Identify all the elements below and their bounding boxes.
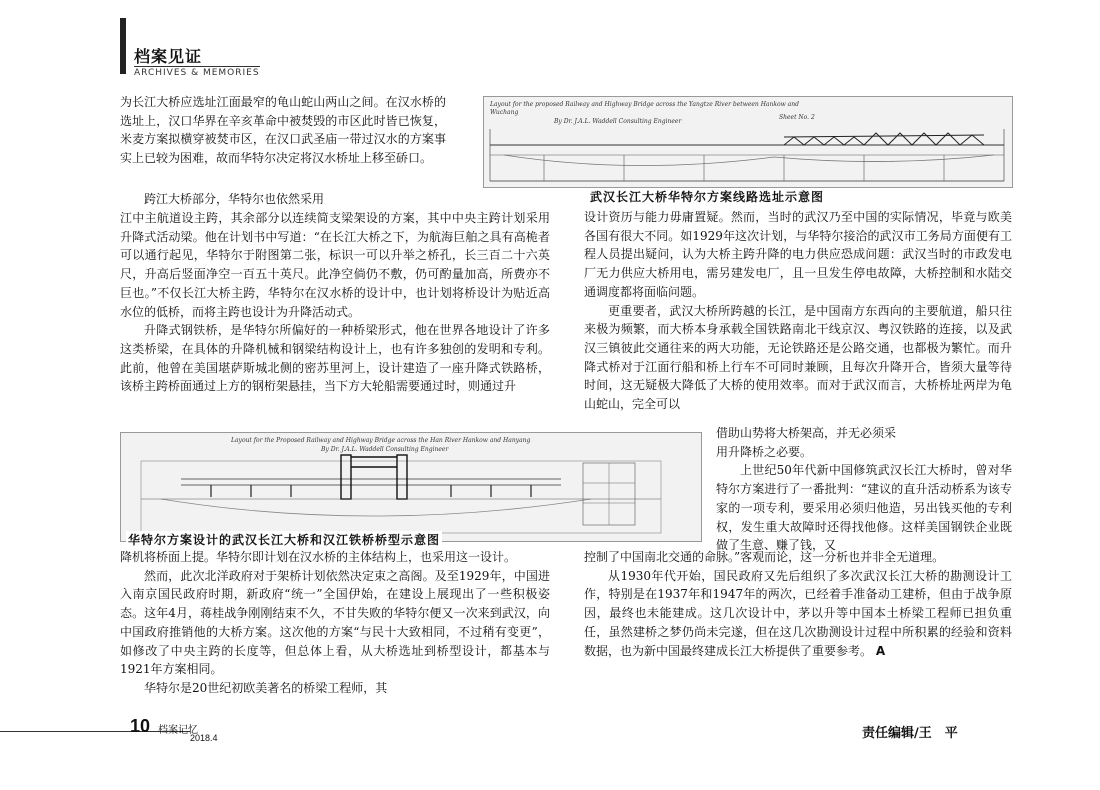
paragraph: 为长江大桥应选址江面最窄的龟山蛇山两山之间。在汉水桥的选址上，汉口华界在辛亥革命中被焚毁的市区此时皆已恢复，米麦方案拟横穿被焚市区，在汉口武圣庙一带过汉水的方案事实上已较为困难，故而华特尔决定将汉水桥址上移至硚口。	[120, 95, 446, 166]
col1-bottom-text	[120, 548, 550, 698]
figure-caption: 武汉长江大桥华特尔方案线路选址示意图	[590, 190, 825, 204]
figure-bridge-route	[483, 96, 1013, 188]
magazine-name: 档案记忆	[158, 725, 198, 736]
paragraph: 控制了中国南北交通的命脉。”客观而论，这一分析也并非全无道理。	[584, 550, 945, 564]
col2-top-text	[584, 208, 1012, 414]
figure-heading: Layout for the proposed Railway and Highway Bridge across the Yangtze River between Hankow and Wuchang	[490, 101, 799, 116]
paragraph: 然而，此次北洋政府对于架桥计划依然决定束之高阁。及至1929年，中国进入南京国民政府时期，新政府“统一”全国伊始，在建设上展现出了一些积极姿态。这年4月，蒋桂战争刚刚结束不久，不甘失败的华特尔便又一次来到武汉，向中国政府推销他的大桥方案。这次他的方案“与民十大致相同，不过稍有变更”，如修改了中央主跨的长度等，但总体上看，从大桥选址到桥型设计，都基本与1921年方案相同。	[120, 568, 550, 677]
figure-sheet-label: Sheet No. 2	[779, 114, 815, 121]
paragraph: 跨江大桥部分，华特尔也依然采用	[144, 192, 325, 206]
text-line: 用升降桥之必要。	[716, 444, 813, 459]
col2-bottom-text	[584, 548, 1012, 660]
figure-subheading: By Dr. J.A.L. Waddell Consulting Engineer	[321, 446, 449, 453]
issue-number: 2018.4	[190, 733, 218, 743]
paragraph: 设计资历与能力毋庸置疑。然而，当时的武汉乃至中国的实际情况，毕竟与欧美各国有很大不同。如1929年这次计划，与华特尔接洽的武汉市工务局方面便有工程人员提出疑问，认为大桥主跨升降的电力供应恐成问题：武汉当时的市政发电厂无力供应大桥用电，需另建发电厂，且一旦发生停电故障，大桥控制和水陆交通调度都将面临问题。	[584, 210, 1012, 299]
section-title: 档案见证	[134, 47, 203, 66]
section-subtitle-en: ARCHIVES & MEMORIES	[134, 68, 260, 78]
col1-top-text	[120, 93, 446, 168]
responsible-editor: 责任编辑/王 平	[862, 726, 958, 741]
paragraph: 更重要者，武汉大桥所跨越的长江，是中国南方东西向的主要航道，船只往来极为频繁，而大桥本身承载全国铁路南北干线京汉、粤汉铁路的连接，以及武汉三镇彼此交通往来的两大功能，无论铁路还是公路交通，也都极为繁忙。而升降式桥对于江面行船和桥上行车不可同时兼顾，且每次升降开合，皆须大量等待时间，这无疑极大降低了大桥的使用效率。而对于武汉而言，大桥桥址两岸为龟山蛇山，完全可以	[584, 303, 1012, 412]
paragraph: 上世纪50年代新中国修筑武汉长江大桥时，曾对华特尔方案进行了一番批判：“建议的直升活动桥系为该专家的一项专利，要采用必须归他造，另出钱买他的专利权，发生重大故障时还得找他修。这样美国钢铁企业既做了生意、赚了钱，又	[716, 463, 1012, 553]
col1-mid-text	[120, 209, 550, 396]
figure-subheading: By Dr. J.A.L. Waddell Consulting Engineer	[554, 118, 682, 125]
figure-caption: 华特尔方案设计的武汉长江大桥和汉江铁桥桥型示意图	[128, 533, 441, 547]
paragraph: 降机将桥面上提。华特尔即计划在汉水桥的主体结构上，也采用这一设计。	[120, 550, 517, 564]
col1-p2a	[120, 190, 442, 209]
paragraph: 江中主航道设主跨，其余部分以连续简支梁架设的方案，其中中央主跨计划采用升降式活动梁。他在计划书中写道：“在长江大桥之下，为航海巨舶之具有高桅者可以通行起见，华特尔于附图第二张，标识一可以升举之桥孔，长三百二十六英尺，升高后竖面净空一百五十英尺。此净空倘仍不敷，仍可酌量加高，所费亦不巨也。”不仅长江大桥主跨，华特尔在汉水桥的设计中，也计划将桥设计为贴近高水位的低桥，而将主跨也设计为升降活动式。	[120, 211, 550, 319]
paragraph	[584, 567, 1012, 661]
end-mark: A	[875, 643, 886, 658]
col2-narrow-text	[716, 424, 1012, 555]
paragraph: 华特尔是20世纪初欧美著名的桥梁工程师，其	[144, 680, 388, 695]
text-line: 借助山势将大桥架高，并无必须采	[716, 426, 897, 440]
paragraph-text: 从1930年代开始，国民政府又先后组织了多次武汉长江大桥的勘测设计工作，特别是在1937年和1947年的两次，已经着手准备动工建桥，但由于战争原因，最终也未能建成。这几次设计中，茅以升等中国本土桥梁工程师已担负重任，虽然建桥之梦仍尚未完遂，但在这几次勘测设计过程中所积累的经验和资料数据，也为新中国最终建成长江大桥提供了重要参考。	[584, 568, 1012, 658]
paragraph: 升降式钢铁桥，是华特尔所偏好的一种桥梁形式，他在世界各地设计了许多这类桥梁，在具体的升降机械和钢梁结构设计上，也有许多独创的发明和专利。此前，他曾在美国堪萨斯城北侧的密苏里河上，设计建造了一座升降式铁路桥，该桥主跨桥面通过上方的钢桁架悬挂，当下方大轮船需要通过时，则通过升	[120, 323, 550, 394]
header-bar	[120, 18, 126, 74]
page-number: 10	[130, 716, 151, 736]
figure-bridge-types	[120, 432, 702, 542]
figure-heading: Layout for the Proposed Railway and Highway Bridge across the Han River Hankow and Hanyang	[231, 437, 531, 444]
